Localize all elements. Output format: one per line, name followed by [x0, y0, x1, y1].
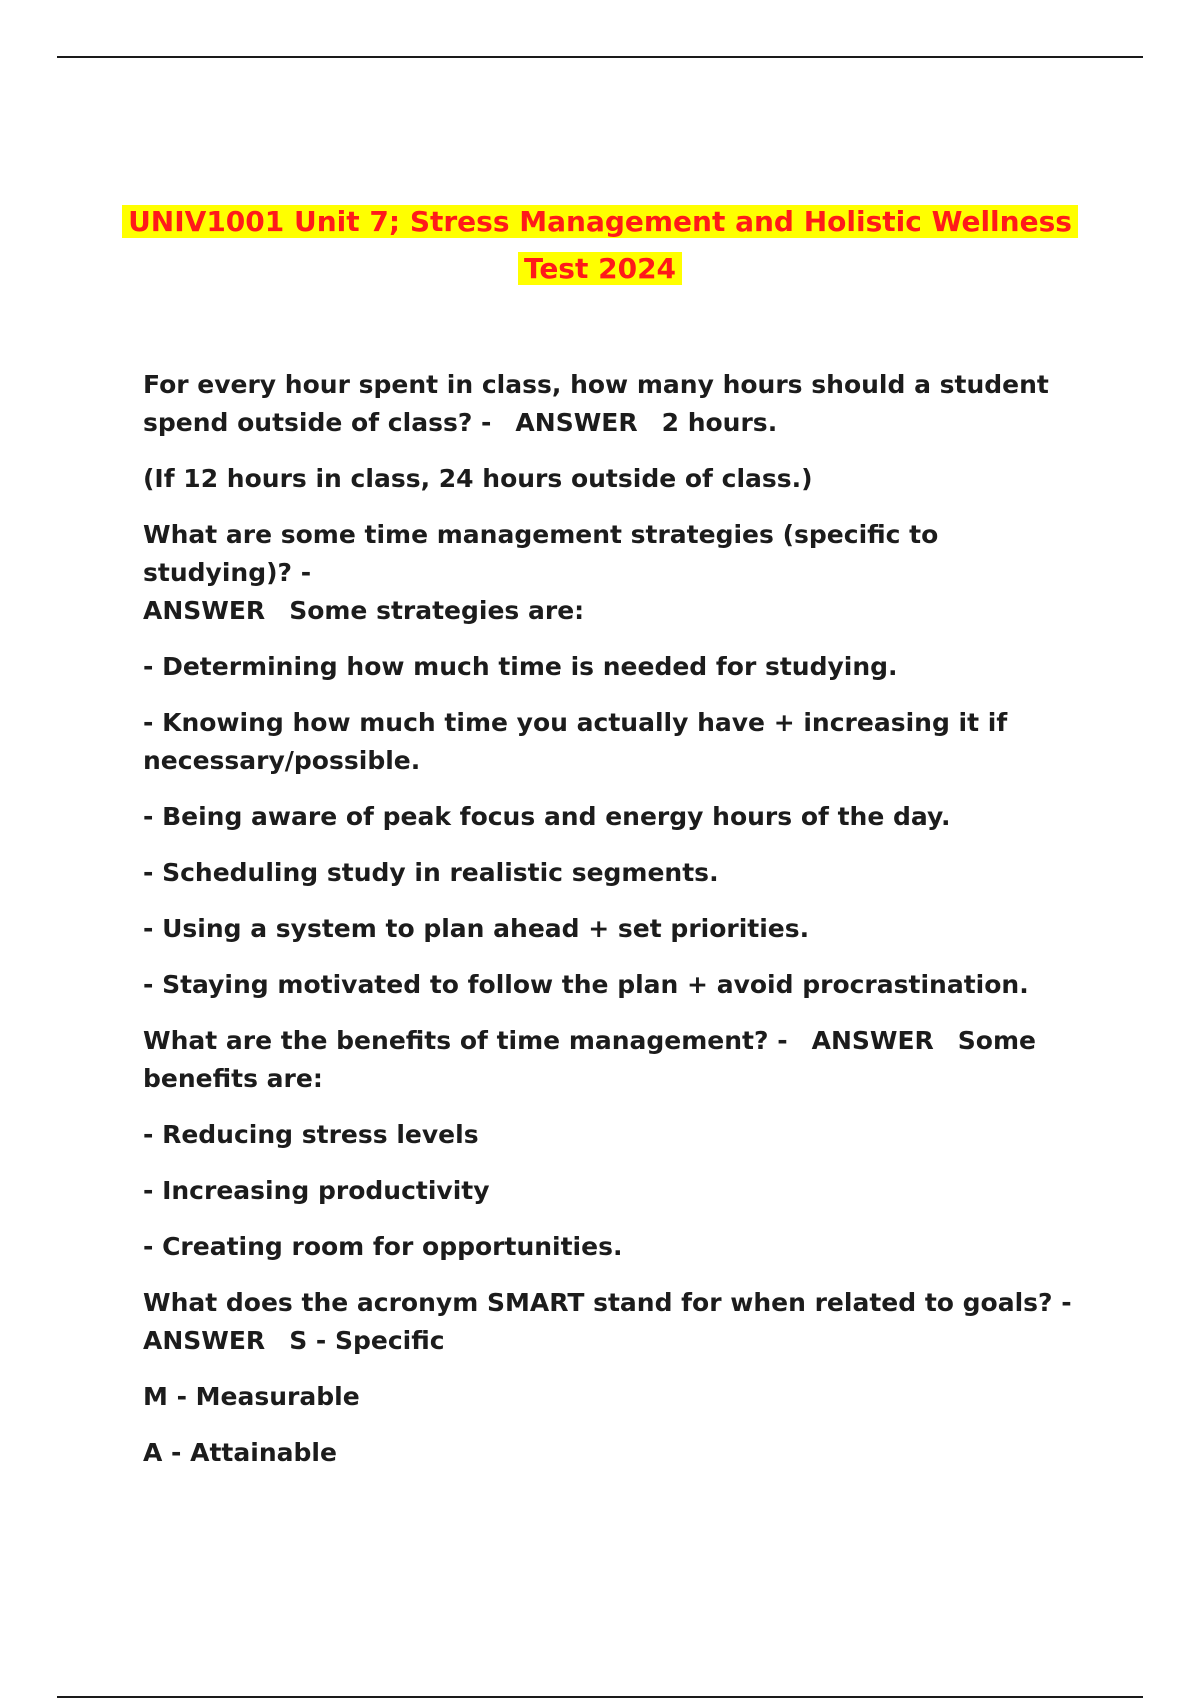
bottom-rule — [57, 1696, 1143, 1698]
title-line-2: Test 2024 — [518, 252, 682, 285]
question-text: What are the benefits of time management? - — [143, 1026, 788, 1055]
answer-text: 2 hours. — [661, 408, 778, 437]
document-body — [143, 366, 1083, 1490]
list-item: - Being aware of peak focus and energy hours of the day. — [143, 802, 951, 831]
question-text: For every hour spent in class, how many hours should a student spend outside of class? - — [143, 370, 1049, 437]
answer-label: ANSWER — [811, 1026, 934, 1055]
answer-label: ANSWER — [143, 1326, 266, 1355]
question-text: What does the acronym SMART stand for when related to goals? - — [143, 1288, 1072, 1317]
list-item: - Increasing productivity — [143, 1176, 490, 1205]
document-title — [0, 198, 1200, 292]
list-item: - Using a system to plan ahead + set priorities. — [143, 914, 810, 943]
list-item: A - Attainable — [143, 1438, 337, 1467]
list-item: - Determining how much time is needed for studying. — [143, 652, 898, 681]
top-rule — [57, 56, 1143, 58]
answer-text: S - Specific — [289, 1326, 445, 1355]
question-4 — [143, 1284, 1083, 1360]
question-2 — [143, 516, 1083, 630]
list-item: - Scheduling study in realistic segments. — [143, 858, 719, 887]
question-1 — [143, 366, 1083, 442]
question-1-note: (If 12 hours in class, 24 hours outside of class.) — [143, 464, 813, 493]
answer-label: ANSWER — [515, 408, 638, 437]
list-item: - Creating room for opportunities. — [143, 1232, 623, 1261]
answer-label: ANSWER — [143, 596, 266, 625]
question-text: What are some time management strategies (specific to studying)? - — [143, 520, 939, 587]
question-3 — [143, 1022, 1083, 1098]
answer-text: Some benefits are: — [143, 1026, 1036, 1093]
list-item: - Staying motivated to follow the plan + avoid procrastination. — [143, 970, 1029, 999]
title-line-1: UNIV1001 Unit 7; Stress Management and Holistic Wellness — [122, 205, 1078, 238]
list-item: - Reducing stress levels — [143, 1120, 479, 1149]
list-item: - Knowing how much time you actually have + increasing it if necessary/possible. — [143, 708, 1008, 775]
list-item: M - Measurable — [143, 1382, 360, 1411]
answer-text: Some strategies are: — [289, 596, 585, 625]
